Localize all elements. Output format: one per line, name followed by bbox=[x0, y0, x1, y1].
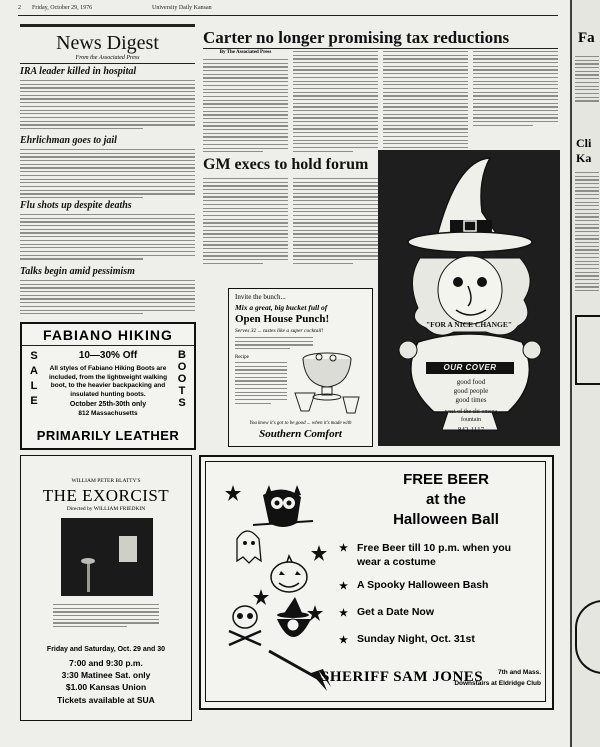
header-rule bbox=[18, 15, 558, 16]
exorcist-matinee: 3:30 Matinee Sat. only bbox=[61, 670, 151, 680]
adjacent-text-1 bbox=[575, 56, 599, 104]
exorcist-ad bbox=[20, 455, 192, 721]
digest-text-flu bbox=[20, 214, 195, 262]
carter-headline: Carter no longer promising tax reductions bbox=[203, 28, 510, 47]
gm-col-2 bbox=[293, 178, 378, 267]
digest-rule bbox=[20, 63, 195, 64]
boots-letter: T bbox=[178, 385, 186, 397]
digest-byline: From the Associated Press bbox=[75, 55, 140, 61]
adjacent-headline-2: Cli bbox=[576, 136, 592, 150]
sheriff-location: Downstairs at Eldridge Club bbox=[454, 680, 541, 687]
exorcist-credits bbox=[53, 604, 159, 630]
digest-headline-flu: Flu shots up despite deaths bbox=[20, 200, 132, 211]
digest-text-ira bbox=[20, 80, 195, 132]
exorcist-tickets: Tickets available at SUA bbox=[57, 695, 155, 705]
bullet-star-1: ★ bbox=[339, 543, 348, 554]
witch-ad-speech: "FOR A NICE CHANGE" bbox=[425, 320, 513, 329]
sale-letter: A bbox=[30, 365, 38, 377]
hiking-ad-rule bbox=[22, 345, 194, 346]
halloween-bullet-1: Free Beer till 10 p.m. when you wear a costume bbox=[357, 542, 512, 568]
digest-text-talks bbox=[20, 280, 195, 317]
punch-ad-recipe-title: Recipe bbox=[235, 355, 249, 360]
gm-headline: GM execs to hold forum bbox=[203, 156, 369, 173]
bullet-star-2: ★ bbox=[339, 581, 348, 592]
hiking-ad-footer: PRIMARILY LEATHER bbox=[36, 428, 180, 443]
carter-byline: By The Associated Press bbox=[219, 50, 272, 55]
exorcist-title: THE EXORCIST bbox=[42, 486, 170, 505]
halloween-bullet-4: Sunday Night, Oct. 31st bbox=[357, 633, 475, 645]
hiking-ad-dates: October 25th-30th only bbox=[69, 401, 147, 408]
ghost-illustration bbox=[237, 531, 261, 563]
sale-letter: S bbox=[30, 350, 38, 362]
punch-ad bbox=[228, 288, 373, 447]
skull-crossbones-illustration bbox=[229, 606, 261, 645]
witch-ad-slogan-2: good people bbox=[453, 387, 489, 395]
adjacent-text-2 bbox=[575, 172, 599, 294]
lamp-glow bbox=[81, 558, 95, 564]
digest-top-rule bbox=[20, 24, 195, 27]
exorcist-price: $1.00 Kansas Union bbox=[65, 682, 147, 692]
sheriff-address: 7th and Mass. bbox=[498, 669, 541, 676]
carter-col-3 bbox=[383, 51, 468, 154]
boots-letter: O bbox=[177, 373, 187, 385]
exorcist-director: Directed by WILLIAM FRIEDKIN bbox=[66, 506, 146, 512]
sale-vertical-word bbox=[27, 349, 41, 409]
witch-ad-address: west of the chi omega fountain bbox=[444, 409, 498, 423]
halloween-ad bbox=[199, 455, 554, 710]
exorcist-producer: WILLIAM PETER BLATTY'S bbox=[71, 478, 141, 484]
witch-ad-phone: 842-1117 bbox=[457, 426, 485, 434]
hiking-ad-address: 812 Massachusetts bbox=[78, 410, 138, 417]
digest-headline-talks: Talks begin amid pessimism bbox=[20, 266, 135, 277]
punch-ad-headline-1: Mix a great, big bucket full of bbox=[235, 303, 328, 312]
exorcist-poster-image bbox=[61, 518, 153, 596]
halloween-title-3: Halloween Ball bbox=[393, 511, 499, 528]
adjacent-headline-3: Ka bbox=[576, 151, 592, 165]
exorcist-showtimes: Friday and Saturday, Oct. 29 and 30 bbox=[46, 646, 166, 653]
punch-ad-invite: Invite the bunch... bbox=[235, 293, 286, 301]
hiking-ad-body: All styles of Fabiano Hiking Boots are included, from the lightweight walking boot, to the heavier backpacking and insulated hunting boots. bbox=[48, 365, 168, 398]
page-number: 2 bbox=[18, 5, 21, 11]
hiking-ad bbox=[20, 322, 196, 450]
adjacent-page bbox=[572, 0, 600, 747]
boots-letter: S bbox=[178, 397, 186, 409]
sale-letter: L bbox=[30, 380, 38, 392]
carter-col-2 bbox=[293, 51, 378, 154]
witch-ad-slogan-3: good times bbox=[455, 396, 487, 404]
punch-ad-headline-2: Open House Punch! bbox=[235, 313, 330, 325]
witch-ad bbox=[378, 150, 560, 446]
digest-headline-ira: IRA leader killed in hospital bbox=[20, 66, 137, 77]
adjacent-headline-1: Fa bbox=[578, 30, 595, 46]
punch-ad-serves: Serves 32 ... tastes like a super cocktail! bbox=[235, 328, 324, 334]
adjacent-ad-box bbox=[575, 315, 600, 385]
news-digest-title: News Digest bbox=[56, 32, 159, 54]
carter-col-1 bbox=[203, 59, 288, 155]
punch-ad-recipe-text bbox=[235, 362, 287, 406]
carter-col-4 bbox=[473, 51, 558, 128]
paper-name: University Daily Kansan bbox=[152, 5, 212, 11]
pumpkin-illustration bbox=[271, 556, 307, 592]
boots-vertical-word bbox=[175, 349, 189, 409]
lit-window bbox=[119, 536, 137, 562]
halloween-title-2: at the bbox=[425, 491, 466, 508]
sale-letter: E bbox=[30, 395, 38, 407]
bullet-star-4: ★ bbox=[339, 635, 348, 646]
bullet-star-3: ★ bbox=[339, 608, 348, 619]
witch-ad-slogan bbox=[434, 378, 508, 405]
hiking-ad-title: FABIANO HIKING bbox=[43, 327, 173, 343]
witch-ad-slogan-1: good food bbox=[456, 378, 486, 386]
halloween-illustrations bbox=[223, 465, 341, 697]
hiking-ad-discount: 10—30% Off bbox=[78, 350, 138, 361]
southern-comfort-logo: Southern Comfort bbox=[259, 428, 342, 440]
halloween-bullet-2: A Spooky Halloween Bash bbox=[357, 579, 489, 591]
carter-rule bbox=[203, 48, 558, 49]
page-date: Friday, October 29, 1976 bbox=[32, 5, 93, 11]
gm-col-1 bbox=[203, 178, 288, 267]
sheriff-sam-jones-logo: SHERIFF SAM JONES bbox=[321, 669, 484, 685]
adjacent-ad-circle bbox=[575, 600, 600, 674]
digest-headline-ehrlichman: Ehrlichman goes to jail bbox=[20, 135, 117, 146]
witch-ad-name: OUR COVER bbox=[443, 363, 497, 372]
halloween-bullet-3: Get a Date Now bbox=[357, 606, 435, 618]
boots-letter: O bbox=[177, 361, 187, 373]
halloween-title-1: FREE BEER bbox=[403, 471, 489, 488]
digest-text-ehrlichman bbox=[20, 149, 195, 201]
lamppost bbox=[87, 562, 90, 592]
exorcist-times: 7:00 and 9:30 p.m. bbox=[69, 658, 143, 668]
punch-ad-footer: You know it's got to be good ... when it's made with bbox=[249, 421, 352, 426]
punch-bowl-illustration bbox=[289, 345, 369, 417]
boots-letter: B bbox=[178, 349, 186, 361]
owl-illustration bbox=[253, 485, 313, 527]
